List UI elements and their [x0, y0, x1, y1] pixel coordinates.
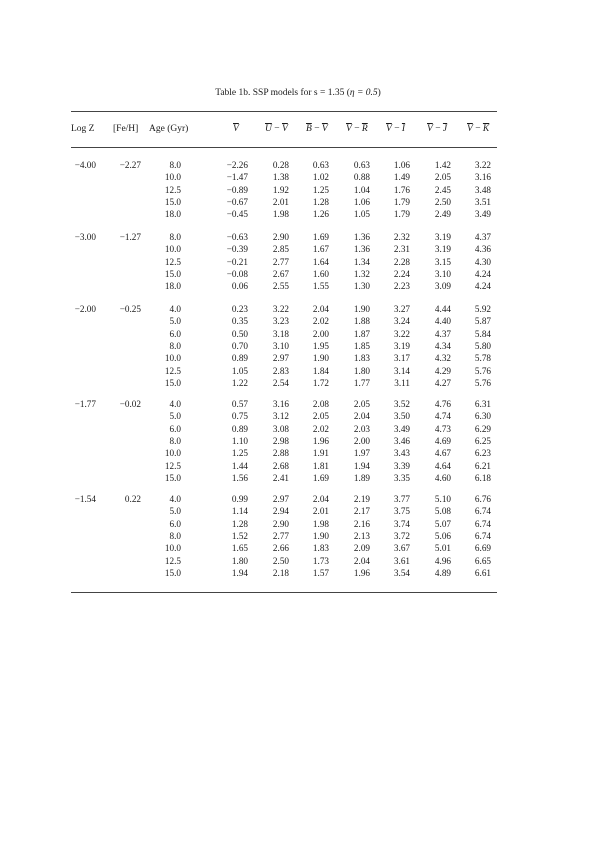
- cell-v-k: 6.74: [474, 518, 491, 529]
- header-log-z: Log Z: [71, 124, 95, 134]
- cell-v-j: 4.64: [434, 460, 451, 471]
- cell-v: 0.23: [231, 304, 248, 314]
- cell-v-k: 3.48: [474, 184, 491, 195]
- cell-fe-h: −0.02: [119, 399, 141, 409]
- cell-u-v: 2.97: [272, 353, 289, 364]
- cell-b-v: 1.98: [312, 518, 329, 529]
- cell-v-j: 3.15: [434, 256, 451, 267]
- cell-u-v: 2.55: [272, 281, 289, 292]
- header-v-k: [467, 124, 489, 134]
- cell-age: 6.0: [169, 518, 181, 529]
- cell-v-r: 1.32: [353, 268, 370, 279]
- cell-v-k: 5.87: [474, 316, 491, 327]
- cell-b-v: 2.08: [312, 399, 329, 409]
- cell-v-k: 4.24: [474, 281, 491, 292]
- cell-u-v: 2.67: [272, 268, 289, 279]
- header-b-v-b: $\overline{V}$: [321, 124, 328, 134]
- cell-age: 5.0: [169, 316, 181, 327]
- caption-text: Table 1b. SSP models for s = 1.35 (: [215, 88, 350, 98]
- cell-v-r: 1.90: [353, 304, 370, 314]
- cell-age: 10.0: [164, 448, 181, 459]
- cell-v-j: 4.73: [434, 423, 451, 434]
- cell-u-v: 2.18: [272, 567, 289, 578]
- cell-age: 4.0: [169, 399, 181, 409]
- cell-u-v: 1.98: [272, 209, 289, 220]
- cell-v: −0.45: [226, 209, 248, 220]
- cell-v-k: 6.23: [474, 448, 491, 459]
- cell-v: 0.50: [231, 328, 248, 339]
- cell-v-r: 2.13: [353, 530, 370, 541]
- cell-b-v: 1.02: [312, 172, 329, 183]
- cell-v-j: 4.27: [434, 377, 451, 388]
- cell-v-i: 3.24: [393, 316, 410, 327]
- cell-v-i: 3.11: [394, 377, 410, 388]
- header-v-i-a: $\overline{V}$: [386, 124, 392, 134]
- bottom-rule: [71, 592, 497, 593]
- cell-u-v: 2.66: [272, 543, 289, 554]
- cell-b-v: 1.28: [312, 196, 329, 207]
- cell-b-v: 1.25: [312, 184, 329, 195]
- cell-u-v: 2.98: [272, 435, 289, 446]
- header-v-i-sep: −: [391, 124, 402, 134]
- cell-b-v: 1.69: [312, 472, 329, 483]
- cell-v-j: 5.10: [434, 494, 451, 504]
- cell-v: 1.52: [231, 530, 248, 541]
- cell-v-i: 2.24: [393, 268, 410, 279]
- cell-fe-h: 0.22: [124, 494, 141, 504]
- cell-v-k: 3.51: [474, 196, 491, 207]
- caption-eta: η = 0.5: [349, 88, 378, 98]
- cell-v: 1.65: [231, 543, 248, 554]
- cell-u-v: 2.54: [272, 377, 289, 388]
- cell-v-k: 6.31: [474, 399, 491, 409]
- cell-v-j: 4.44: [434, 304, 451, 314]
- cell-log-z: −3.00: [74, 232, 96, 242]
- cell-v-k: 5.80: [474, 340, 491, 351]
- cell-v-k: 6.21: [474, 460, 491, 471]
- cell-v-j: 4.60: [434, 472, 451, 483]
- cell-v-j: 3.19: [434, 244, 451, 255]
- cell-u-v: 2.77: [272, 530, 289, 541]
- header-v-k-a: $\overline{V}$: [467, 124, 473, 134]
- cell-v-i: 1.06: [393, 160, 410, 170]
- cell-v: 1.44: [231, 460, 248, 471]
- top-rule: [71, 111, 497, 112]
- cell-v-r: 1.89: [353, 472, 370, 483]
- cell-v: 1.05: [231, 365, 248, 376]
- cell-age: 4.0: [169, 494, 181, 504]
- cell-v-i: 2.23: [393, 281, 410, 292]
- cell-b-v: 1.55: [312, 281, 329, 292]
- cell-v-i: 1.79: [393, 209, 410, 220]
- cell-v: 0.89: [231, 353, 248, 364]
- cell-b-v: 1.67: [312, 244, 329, 255]
- cell-v: 1.25: [231, 448, 248, 459]
- cell-u-v: 2.77: [272, 256, 289, 267]
- cell-v: 0.99: [231, 494, 248, 504]
- header-b-v-sep: −: [311, 124, 322, 134]
- cell-v: −1.47: [226, 172, 248, 183]
- cell-u-v: 2.88: [272, 448, 289, 459]
- cell-v: 1.80: [231, 555, 248, 566]
- cell-u-v: 2.94: [272, 506, 289, 517]
- cell-b-v: 1.81: [312, 460, 329, 471]
- cell-v-i: 3.54: [393, 567, 410, 578]
- cell-age: 5.0: [169, 506, 181, 517]
- cell-v-r: 0.88: [353, 172, 370, 183]
- cell-v-j: 4.37: [434, 328, 451, 339]
- cell-u-v: 3.23: [272, 316, 289, 327]
- header-v-j-sep: −: [432, 124, 443, 134]
- cell-v-r: 1.85: [353, 340, 370, 351]
- cell-v-j: 3.10: [434, 268, 451, 279]
- header-u-v-a: $\overline{U}$: [265, 124, 272, 134]
- cell-v-r: 1.36: [353, 244, 370, 255]
- cell-v: 0.70: [231, 340, 248, 351]
- cell-v-j: 4.74: [434, 411, 451, 422]
- header-v-r-sep: −: [351, 124, 362, 134]
- cell-age: 8.0: [169, 435, 181, 446]
- cell-v-r: 2.16: [353, 518, 370, 529]
- cell-v-r: 1.34: [353, 256, 370, 267]
- cell-log-z: −1.77: [74, 399, 96, 409]
- cell-v-k: 5.84: [474, 328, 491, 339]
- cell-v-k: 6.74: [474, 506, 491, 517]
- cell-v-i: 3.39: [393, 460, 410, 471]
- cell-age: 10.0: [164, 172, 181, 183]
- cell-b-v: 1.72: [312, 377, 329, 388]
- header-b-v: [306, 124, 328, 134]
- cell-v-k: 6.18: [474, 472, 491, 483]
- cell-log-z: −1.54: [74, 494, 96, 504]
- cell-v-r: 1.04: [353, 184, 370, 195]
- cell-v-k: 6.29: [474, 423, 491, 434]
- cell-v-k: 3.22: [474, 160, 491, 170]
- cell-v-r: 1.83: [353, 353, 370, 364]
- cell-u-v: 2.83: [272, 365, 289, 376]
- header-v-j-b: $\overline{J}$: [442, 124, 448, 134]
- cell-v-i: 3.67: [393, 543, 410, 554]
- cell-age: 12.5: [164, 365, 181, 376]
- cell-v: 1.14: [231, 506, 248, 517]
- cell-b-v: 1.83: [312, 543, 329, 554]
- cell-age: 10.0: [164, 353, 181, 364]
- cell-v-i: 3.27: [393, 304, 410, 314]
- cell-b-v: 1.60: [312, 268, 329, 279]
- cell-v-r: 1.87: [353, 328, 370, 339]
- header-v-symbol: $\overline{V}$: [233, 124, 239, 134]
- cell-v-i: 3.74: [393, 518, 410, 529]
- header-v-k-b: $\overline{K}$: [482, 124, 490, 134]
- cell-v-i: 3.19: [393, 340, 410, 351]
- cell-age: 8.0: [169, 160, 181, 170]
- cell-v-j: 1.42: [434, 160, 451, 170]
- cell-v-i: 3.61: [393, 555, 410, 566]
- cell-u-v: 2.01: [272, 196, 289, 207]
- cell-v: 0.75: [231, 411, 248, 422]
- cell-v-j: 4.76: [434, 399, 451, 409]
- cell-fe-h: −0.25: [119, 304, 141, 314]
- cell-v: −0.08: [226, 268, 248, 279]
- cell-log-z: −2.00: [74, 304, 96, 314]
- cell-age: 8.0: [169, 530, 181, 541]
- cell-age: 10.0: [164, 244, 181, 255]
- cell-v-j: 4.34: [434, 340, 451, 351]
- header-fe-h: [Fe/H]: [113, 124, 139, 134]
- table-caption: [0, 88, 596, 98]
- cell-age: 15.0: [164, 567, 181, 578]
- header-v-k-sep: −: [472, 124, 483, 134]
- cell-u-v: 2.90: [272, 518, 289, 529]
- cell-v-i: 3.17: [393, 353, 410, 364]
- cell-v-j: 2.05: [434, 172, 451, 183]
- cell-v-j: 4.40: [434, 316, 451, 327]
- cell-v-r: 1.96: [353, 567, 370, 578]
- cell-age: 12.5: [164, 256, 181, 267]
- cell-u-v: 3.22: [272, 304, 289, 314]
- cell-v-j: 5.07: [434, 518, 451, 529]
- cell-v: 0.35: [231, 316, 248, 327]
- cell-v-j: 3.09: [434, 281, 451, 292]
- cell-v-j: 4.96: [434, 555, 451, 566]
- cell-v-i: 3.52: [393, 399, 410, 409]
- cell-v-r: 1.94: [353, 460, 370, 471]
- cell-v-i: 3.43: [393, 448, 410, 459]
- cell-age: 15.0: [164, 472, 181, 483]
- cell-v-k: 5.76: [474, 365, 491, 376]
- cell-v-k: 6.61: [474, 567, 491, 578]
- cell-b-v: 1.90: [312, 530, 329, 541]
- cell-v: −0.39: [226, 244, 248, 255]
- cell-v-k: 6.25: [474, 435, 491, 446]
- cell-b-v: 1.84: [312, 365, 329, 376]
- cell-v-j: 2.45: [434, 184, 451, 195]
- header-v: [233, 124, 239, 134]
- cell-age: 12.5: [164, 184, 181, 195]
- cell-v-k: 4.37: [474, 232, 491, 242]
- cell-fe-h: −1.27: [119, 232, 141, 242]
- cell-v-i: 1.79: [393, 196, 410, 207]
- cell-v-k: 5.92: [474, 304, 491, 314]
- cell-u-v: 2.41: [272, 472, 289, 483]
- cell-age: 15.0: [164, 377, 181, 388]
- cell-v: −0.67: [226, 196, 248, 207]
- cell-v-r: 1.88: [353, 316, 370, 327]
- cell-v-r: 0.63: [353, 160, 370, 170]
- cell-age: 6.0: [169, 328, 181, 339]
- cell-v: 0.06: [231, 281, 248, 292]
- cell-age: 12.5: [164, 460, 181, 471]
- cell-age: 6.0: [169, 423, 181, 434]
- cell-v-r: 2.04: [353, 411, 370, 422]
- cell-age: 10.0: [164, 543, 181, 554]
- cell-v-k: 6.76: [474, 494, 491, 504]
- cell-v-k: 4.36: [474, 244, 491, 255]
- cell-u-v: 2.85: [272, 244, 289, 255]
- cell-v-i: 3.72: [393, 530, 410, 541]
- cell-u-v: 3.18: [272, 328, 289, 339]
- header-v-r-a: $\overline{V}$: [346, 124, 352, 134]
- cell-v-r: 2.00: [353, 435, 370, 446]
- cell-fe-h: −2.27: [119, 160, 141, 170]
- header-rule: [71, 147, 497, 148]
- cell-v-k: 6.65: [474, 555, 491, 566]
- cell-u-v: 3.16: [272, 399, 289, 409]
- cell-v-j: 3.19: [434, 232, 451, 242]
- cell-v: 1.22: [231, 377, 248, 388]
- cell-v-k: 4.30: [474, 256, 491, 267]
- cell-v-r: 1.05: [353, 209, 370, 220]
- cell-b-v: 1.96: [312, 435, 329, 446]
- cell-v-r: 2.05: [353, 399, 370, 409]
- cell-b-v: 1.73: [312, 555, 329, 566]
- header-v-j: [427, 124, 447, 134]
- header-b-v-a: $\overline{B}$: [306, 124, 312, 134]
- caption-suffix: ): [377, 88, 381, 98]
- cell-v-k: 4.24: [474, 268, 491, 279]
- cell-age: 4.0: [169, 304, 181, 314]
- cell-v-k: 3.49: [474, 209, 491, 220]
- cell-b-v: 2.02: [312, 423, 329, 434]
- cell-v-r: 1.06: [353, 196, 370, 207]
- cell-b-v: 1.95: [312, 340, 329, 351]
- cell-age: 8.0: [169, 340, 181, 351]
- cell-age: 15.0: [164, 196, 181, 207]
- cell-v-r: 1.80: [353, 365, 370, 376]
- cell-v-i: 3.46: [393, 435, 410, 446]
- cell-v-r: 1.30: [353, 281, 370, 292]
- cell-v: −2.26: [226, 160, 248, 170]
- cell-v-r: 1.97: [353, 448, 370, 459]
- cell-b-v: 1.90: [312, 353, 329, 364]
- header-v-i-b: $\overline{I}$: [401, 124, 406, 134]
- cell-u-v: 1.92: [272, 184, 289, 195]
- header-u-v-b: $\overline{V}$: [281, 124, 288, 134]
- cell-v-i: 3.14: [393, 365, 410, 376]
- cell-b-v: 1.69: [312, 232, 329, 242]
- cell-u-v: 2.97: [272, 494, 289, 504]
- cell-b-v: 2.01: [312, 506, 329, 517]
- cell-v-r: 2.09: [353, 543, 370, 554]
- cell-age: 18.0: [164, 281, 181, 292]
- cell-v-i: 3.35: [393, 472, 410, 483]
- cell-v: 1.28: [231, 518, 248, 529]
- cell-v-r: 1.36: [353, 232, 370, 242]
- cell-u-v: 2.50: [272, 555, 289, 566]
- cell-v: −0.89: [226, 184, 248, 195]
- cell-v-k: 6.30: [474, 411, 491, 422]
- cell-v-j: 2.50: [434, 196, 451, 207]
- cell-b-v: 2.00: [312, 328, 329, 339]
- cell-v-i: 3.50: [393, 411, 410, 422]
- cell-v-j: 5.08: [434, 506, 451, 517]
- cell-v-r: 1.77: [353, 377, 370, 388]
- cell-u-v: 1.38: [272, 172, 289, 183]
- cell-v-j: 4.32: [434, 353, 451, 364]
- cell-v-j: 4.69: [434, 435, 451, 446]
- cell-b-v: 2.05: [312, 411, 329, 422]
- cell-u-v: 3.08: [272, 423, 289, 434]
- header-u-v: [265, 124, 288, 134]
- cell-log-z: −4.00: [74, 160, 96, 170]
- cell-v-i: 1.76: [393, 184, 410, 195]
- cell-v-r: 2.04: [353, 555, 370, 566]
- cell-b-v: 2.04: [312, 304, 329, 314]
- cell-u-v: 3.12: [272, 411, 289, 422]
- cell-age: 18.0: [164, 209, 181, 220]
- cell-v-j: 4.89: [434, 567, 451, 578]
- cell-v-i: 3.49: [393, 423, 410, 434]
- cell-b-v: 2.04: [312, 494, 329, 504]
- cell-v: 0.89: [231, 423, 248, 434]
- cell-age: 8.0: [169, 232, 181, 242]
- cell-v-j: 5.01: [434, 543, 451, 554]
- cell-b-v: 1.91: [312, 448, 329, 459]
- cell-v-i: 3.77: [393, 494, 410, 504]
- cell-age: 15.0: [164, 268, 181, 279]
- cell-u-v: 2.90: [272, 232, 289, 242]
- cell-v-j: 5.06: [434, 530, 451, 541]
- cell-v: 0.57: [231, 399, 248, 409]
- cell-v-j: 2.49: [434, 209, 451, 220]
- cell-b-v: 1.26: [312, 209, 329, 220]
- header-v-r: [346, 124, 368, 134]
- header-v-i: [386, 124, 405, 134]
- cell-v-r: 2.19: [353, 494, 370, 504]
- cell-v-j: 4.67: [434, 448, 451, 459]
- cell-v-k: 6.74: [474, 530, 491, 541]
- cell-v-k: 5.76: [474, 377, 491, 388]
- cell-b-v: 0.63: [312, 160, 329, 170]
- cell-v: −0.63: [226, 232, 248, 242]
- cell-v-k: 6.69: [474, 543, 491, 554]
- cell-b-v: 1.57: [312, 567, 329, 578]
- cell-b-v: 1.64: [312, 256, 329, 267]
- cell-age: 5.0: [169, 411, 181, 422]
- cell-v: 1.94: [231, 567, 248, 578]
- cell-u-v: 0.28: [272, 160, 289, 170]
- cell-v-i: 3.22: [393, 328, 410, 339]
- header-u-v-sep: −: [271, 124, 282, 134]
- cell-b-v: 2.02: [312, 316, 329, 327]
- header-v-r-b: $\overline{R}$: [361, 124, 368, 134]
- cell-u-v: 3.10: [272, 340, 289, 351]
- cell-v-j: 4.29: [434, 365, 451, 376]
- cell-age: 12.5: [164, 555, 181, 566]
- cell-v-r: 2.17: [353, 506, 370, 517]
- cell-v: 1.56: [231, 472, 248, 483]
- cell-v: −0.21: [226, 256, 248, 267]
- cell-v-i: 2.28: [393, 256, 410, 267]
- cell-v: 1.10: [231, 435, 248, 446]
- cell-v-i: 3.75: [393, 506, 410, 517]
- cell-u-v: 2.68: [272, 460, 289, 471]
- header-v-j-a: $\overline{V}$: [427, 124, 433, 134]
- cell-v-k: 3.16: [474, 172, 491, 183]
- cell-v-k: 5.78: [474, 353, 491, 364]
- cell-v-i: 2.32: [393, 232, 410, 242]
- cell-v-i: 2.31: [393, 244, 410, 255]
- header-age: Age (Gyr): [149, 124, 189, 134]
- cell-v-r: 2.03: [353, 423, 370, 434]
- cell-v-i: 1.49: [393, 172, 410, 183]
